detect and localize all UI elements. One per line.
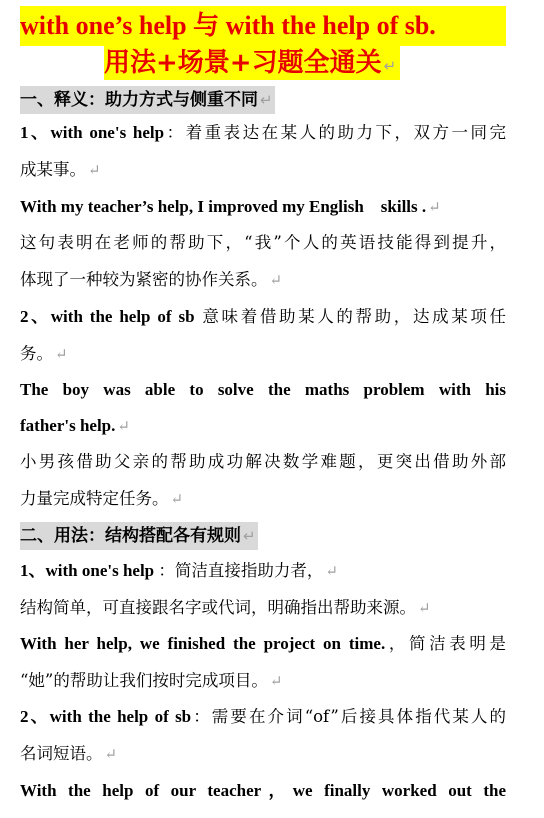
term-description: ：着重表达在某人的助力下，双方一同完 xyxy=(164,123,506,142)
paragraph-line xyxy=(20,741,506,767)
return-mark-icon: ↵ xyxy=(104,745,118,763)
return-mark-icon: ↵ xyxy=(170,490,184,508)
explanation-text: 力量完成特定任务。 xyxy=(20,489,169,508)
title-line-2-text: 用法+场景+习题全通关 xyxy=(104,48,382,78)
paragraph-line xyxy=(20,595,506,621)
term-description: 意味着借助某人的帮助，达成某项任 xyxy=(194,307,507,326)
return-mark-icon: ↵ xyxy=(260,91,273,109)
return-mark-icon: ↵ xyxy=(428,198,441,216)
title-line-1-text: with one’s help 与 with the help of sb. xyxy=(20,11,436,40)
return-mark-icon: ↵ xyxy=(325,562,338,580)
return-mark-icon: ↵ xyxy=(55,345,68,363)
title-line-1 xyxy=(20,6,506,46)
example-explanation: ，简洁表明是 xyxy=(385,634,506,653)
section-1-heading-text: 一、释义：助力方式与侧重不同 xyxy=(20,90,258,110)
example-text: The boy was able to solve the maths problem with his xyxy=(20,380,506,399)
return-mark-icon: ↵ xyxy=(383,57,397,75)
paragraph-line xyxy=(20,304,506,330)
paragraph-line xyxy=(20,157,506,183)
return-mark-icon: ↵ xyxy=(269,271,283,289)
return-mark-icon: ↵ xyxy=(269,672,283,690)
term: 1、with one's help xyxy=(20,123,165,142)
example-sentence xyxy=(20,778,506,804)
return-mark-icon: ↵ xyxy=(117,417,130,435)
example-text: With her help, we finished the project on time. xyxy=(20,634,386,653)
term-description: 成某事。 xyxy=(20,160,86,179)
explanation-text: 体现了一种较为紧密的协作关系。 xyxy=(20,270,268,289)
paragraph-line xyxy=(20,449,506,475)
explanation-text: 这句表明在老师的帮助下，“我”个人的英语技能得到提升， xyxy=(20,233,506,252)
example-sentence xyxy=(20,413,506,439)
example-text: With the help of our teacher，we finally worked out the xyxy=(20,781,506,800)
paragraph-line xyxy=(20,668,506,694)
paragraph-line xyxy=(20,486,506,512)
paragraph-line xyxy=(20,558,506,584)
return-mark-icon: ↵ xyxy=(88,161,101,179)
example-explanation: “她”的帮助让我们按时完成项目。 xyxy=(20,671,268,690)
explanation-text: 小男孩借助父亲的帮助成功解决数学难题，更突出借助外部 xyxy=(20,452,506,471)
paragraph-line xyxy=(20,230,506,256)
example-sentence xyxy=(20,377,506,403)
title-line-2 xyxy=(104,46,400,80)
term: 1、with one's help xyxy=(20,561,159,580)
section-1-heading xyxy=(20,86,275,114)
term: 2、with the help of sb xyxy=(20,707,192,726)
detail-text: 结构简单，可直接跟名字或代词，明确指出帮助来源。 xyxy=(20,598,416,617)
term-description: 务。 xyxy=(20,344,53,363)
paragraph-line xyxy=(20,120,506,146)
paragraph-line xyxy=(20,704,506,730)
example-sentence xyxy=(20,631,506,657)
term-description: ：需要在介词“of”后接具体指代某人的 xyxy=(191,707,507,726)
paragraph-line xyxy=(20,267,506,293)
section-2-heading xyxy=(20,522,258,550)
example-sentence xyxy=(20,194,506,220)
return-mark-icon: ↵ xyxy=(418,599,431,617)
return-mark-icon: ↵ xyxy=(243,527,256,545)
example-text: With my teacher’s help, I improved my English skills . xyxy=(20,197,427,216)
paragraph-line xyxy=(20,341,506,367)
section-2-heading-text: 二、用法：结构搭配各有规则 xyxy=(20,526,241,546)
term-description: ：简洁直接指助力者， xyxy=(158,561,324,580)
term: 2、with the help of sb xyxy=(20,307,195,326)
example-text: father's help. xyxy=(20,416,116,435)
term-description: 名词短语。 xyxy=(20,744,103,763)
